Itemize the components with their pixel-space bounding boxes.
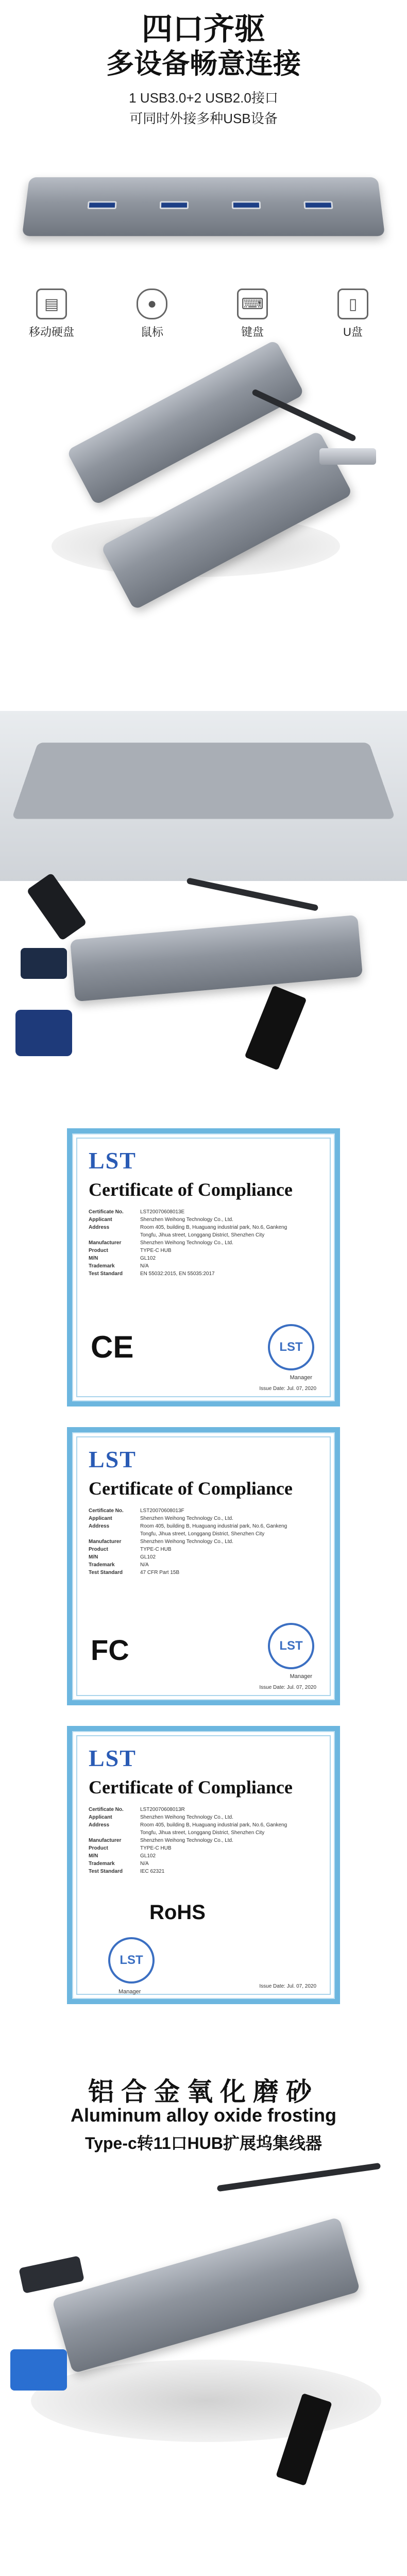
usb-stick-icon [26,873,87,941]
cert-issue-date: Issue Date: Jul. 07, 2020 [259,1386,316,1392]
cert-row: Certificate No. LST20070608013E [89,1209,185,1215]
cert-row: Trademark N/A [89,1263,149,1269]
hub-cable [217,2163,381,2192]
usb-c-plug [319,448,376,465]
cert-title: Certificate of Compliance [89,1777,293,1798]
usb-port-4 [303,201,333,209]
lst-seal-icon: LST [268,1623,314,1669]
cert-row: Manufacturer Shenzhen Weihong Technology Co., Ltd. [89,1240,233,1246]
device-usb-drive [317,289,389,340]
cert-row: Manufacturer Shenzhen Weihong Technology Co., Ltd. [89,1539,233,1545]
ethernet-cable-icon [10,2349,67,2391]
cert-row: Trademark N/A [89,1861,149,1867]
hdmi-cable-icon [244,985,307,1070]
cert-row: Manufacturer Shenzhen Weihong Technology Co., Ltd. [89,1838,233,1843]
device-label: U盘 [343,326,363,338]
section-title: 铝合金氧化磨砂 [88,2077,319,2106]
cert-row: Test Standard IEC 62321 [89,1869,165,1874]
cert-row: Applicant Shenzhen Weihong Technology Co., Ltd. [89,1217,233,1223]
usb-c-cable [251,388,357,442]
hero-description [0,88,407,129]
hero-title: 四口齐驱 [142,12,265,46]
devices-row [0,289,407,345]
cert-row: Test Standard EN 55032:2015, EN 55035:2017 [89,1271,215,1277]
hub-cable [186,877,319,911]
ce-mark: CE [91,1330,134,1364]
section-subtitle: Type-c转11口HUB扩展坞集线器 [85,2134,322,2153]
cert-logo: LST [89,1446,137,1472]
keyboard-icon: ⌨ [237,289,268,319]
cert-details [89,1806,305,1875]
rohs-mark: RoHS [149,1901,206,1924]
mouse-icon: ● [137,289,167,319]
lst-seal-icon: LST [268,1324,314,1370]
cert-logo: LST [89,1147,137,1174]
cert-row: Address Room 405, building B, Huaguang industrial park, No.6, Gankeng Tongfu, Jihua street, Longgang District, Shenzhen City [89,1225,287,1238]
cert-manager: Manager [290,1375,312,1381]
cert-row: Address Room 405, building B, Huaguang industrial park, No.6, Gankeng Tongfu, Jihua street, Longgang District, Shenzhen City [89,1822,287,1836]
cert-row: Product TYPE-C HUB [89,1845,172,1851]
certificate-rohs [67,1726,340,2004]
cert-row: Test Standard 47 CFR Part 15B [89,1570,180,1575]
device-mouse [116,289,188,340]
cert-issue-date: Issue Date: Jul. 07, 2020 [259,1984,316,1989]
device-label: 鼠标 [140,326,163,338]
cert-logo: LST [89,1745,137,1771]
usb-drive-icon: ▯ [337,289,368,319]
section-english-title: Aluminum alloy oxide frosting [70,2105,337,2126]
cert-row: M/N GL102 [89,1853,156,1859]
certificate-fcc [67,1427,340,1705]
laptop-keyboard [12,742,396,819]
vga-connector-icon [15,1010,72,1056]
laptop-scene [0,711,407,881]
device-hard-drive [15,289,88,340]
hub-11-port-view [52,2217,361,2374]
usb-stick-icon [19,2256,84,2294]
device-keyboard [216,289,289,340]
usb-port-3 [232,201,261,209]
cert-title: Certificate of Compliance [89,1478,293,1499]
cert-row: Certificate No. LST20070608013F [89,1508,184,1514]
usb-port-2 [160,201,189,209]
device-label: 键盘 [241,326,264,338]
device-label: 移动硬盘 [28,326,74,338]
cert-row: Trademark N/A [89,1562,149,1568]
cert-row: Product TYPE-C HUB [89,1547,172,1552]
hero-desc-line2: 可同时外接多种USB设备 [129,111,278,126]
hero-subtitle: 多设备畅意连接 [106,48,301,79]
cert-row: Applicant Shenzhen Weihong Technology Co., Ltd. [89,1516,233,1521]
usb-port-1 [88,201,117,209]
cert-row: M/N GL102 [89,1256,156,1261]
cert-row: Certificate No. LST20070608013R [89,1807,185,1812]
cert-row: M/N GL102 [89,1554,156,1560]
fcc-mark: FC [91,1634,129,1666]
certificate-ce [67,1128,340,1406]
stage-shadow [31,2360,381,2442]
hero-desc-line1: 1 USB3.0+2 USB2.0接口 [129,90,278,106]
hard-drive-icon: ▤ [36,289,67,319]
cert-details [89,1507,305,1577]
cert-manager: Manager [290,1673,312,1680]
cert-row: Address Room 405, building B, Huaguang industrial park, No.6, Gankeng Tongfu, Jihua street, Longgang District, Shenzhen City [89,1523,287,1537]
lst-seal-icon: LST [108,1937,155,1984]
cert-issue-date: Issue Date: Jul. 07, 2020 [259,1685,316,1690]
hub-with-devices [70,915,363,1002]
cert-row: Product TYPE-C HUB [89,1248,172,1253]
ethernet-cable-icon [21,948,67,979]
hub-front-view [22,177,385,236]
cert-manager: Manager [118,1989,141,1995]
cert-row: Applicant Shenzhen Weihong Technology Co., Ltd. [89,1815,233,1820]
cert-title: Certificate of Compliance [89,1179,293,1200]
cert-details [89,1208,305,1278]
